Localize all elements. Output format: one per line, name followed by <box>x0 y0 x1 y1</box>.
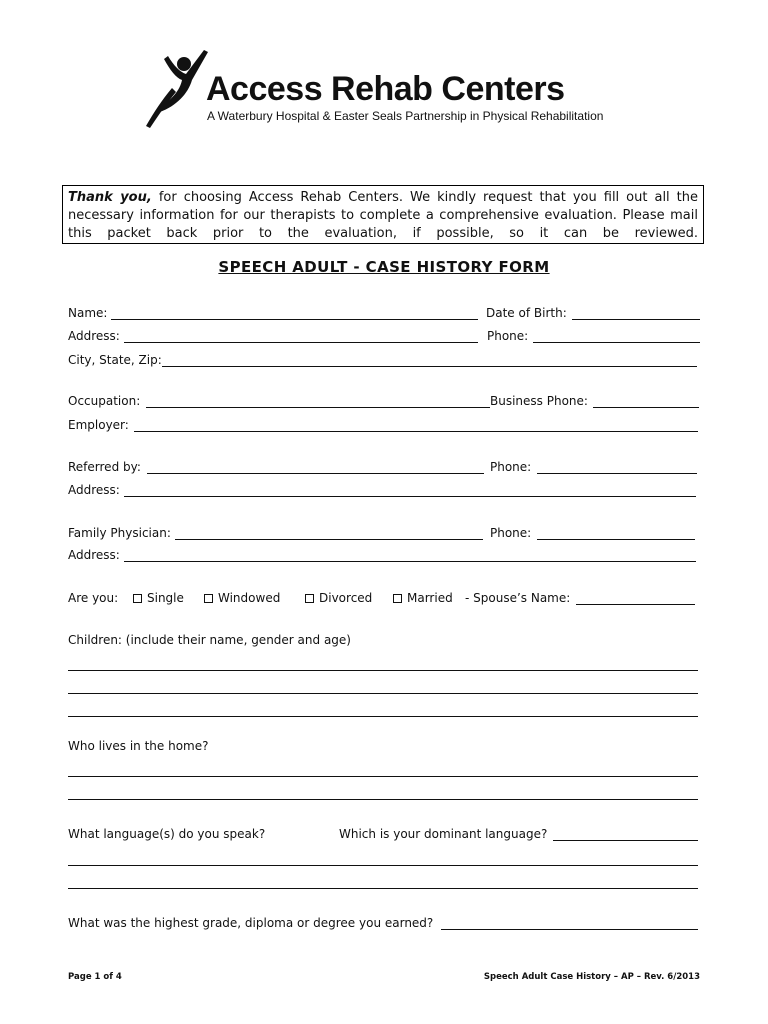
children-line-2[interactable] <box>68 693 698 694</box>
physician-address-field[interactable] <box>124 561 696 562</box>
single-option[interactable]: Single <box>133 591 184 605</box>
widowed-checkbox[interactable] <box>204 594 213 603</box>
referrer-address-field[interactable] <box>124 496 696 497</box>
org-tagline: A Waterbury Hospital & Easter Seals Partnership in Physical Rehabilitation <box>207 109 604 123</box>
address-label: Address: <box>68 329 120 343</box>
referrer-phone-label: Phone: <box>490 460 532 474</box>
physician-phone-field[interactable] <box>537 539 695 540</box>
occupation-field[interactable] <box>146 407 490 408</box>
page-number: Page 1 of 4 <box>68 972 122 982</box>
home-line-1[interactable] <box>68 776 698 777</box>
languages-line-1[interactable] <box>68 865 698 866</box>
referred-by-field[interactable] <box>147 473 484 474</box>
children-line-3[interactable] <box>68 716 698 717</box>
physician-phone-label: Phone: <box>490 526 532 540</box>
referred-by-label: Referred by: <box>68 460 141 474</box>
phone-label: Phone: <box>487 329 529 343</box>
single-checkbox[interactable] <box>133 594 142 603</box>
languages-line-2[interactable] <box>68 888 698 889</box>
intro-box <box>62 185 704 244</box>
intro-text <box>68 189 698 243</box>
dominant-language-label: Which is your dominant language? <box>339 827 548 841</box>
business-phone-field[interactable] <box>593 407 699 408</box>
phone-field[interactable] <box>533 342 700 343</box>
name-field[interactable] <box>111 319 478 320</box>
family-physician-field[interactable] <box>175 539 483 540</box>
referrer-address-label: Address: <box>68 483 120 497</box>
children-label: Children: (include their name, gender and age) <box>68 633 351 647</box>
education-label: What was the highest grade, diploma or degree you earned? <box>68 916 434 930</box>
divorced-checkbox[interactable] <box>305 594 314 603</box>
divorced-option[interactable]: Divorced <box>305 591 372 605</box>
city-field[interactable] <box>162 366 697 367</box>
city-label: City, State, Zip: <box>68 353 162 367</box>
home-line-2[interactable] <box>68 799 698 800</box>
intro-body: for choosing Access Rehab Centers. We kindly request that you fill out all the necessary information for our therapists to complete a comprehensive evaluation. Please mail this packet back prior to the evaluation, if possible, so it can be reviewed. <box>68 190 699 241</box>
business-phone-label: Business Phone: <box>490 394 588 408</box>
address-field[interactable] <box>124 342 478 343</box>
document-revision: Speech Adult Case History – AP – Rev. 6/2013 <box>483 972 700 982</box>
home-label: Who lives in the home? <box>68 739 209 753</box>
physician-address-label: Address: <box>68 548 120 562</box>
employer-field[interactable] <box>134 431 698 432</box>
married-checkbox[interactable] <box>393 594 402 603</box>
education-field[interactable] <box>441 929 698 930</box>
languages-label: What language(s) do you speak? <box>68 827 266 841</box>
dob-label: Date of Birth: <box>486 306 567 320</box>
employer-label: Employer: <box>68 418 129 432</box>
widowed-option[interactable]: Windowed <box>204 591 280 605</box>
org-name: Access Rehab Centers <box>206 70 565 108</box>
family-physician-label: Family Physician: <box>68 526 171 540</box>
intro-emphasis: Thank you, <box>68 190 152 205</box>
form-title: SPEECH ADULT - CASE HISTORY FORM <box>218 258 550 276</box>
children-line-1[interactable] <box>68 670 698 671</box>
dominant-language-field[interactable] <box>553 840 698 841</box>
dob-field[interactable] <box>572 319 700 320</box>
occupation-label: Occupation: <box>68 394 141 408</box>
married-option[interactable]: Married <box>393 591 453 605</box>
are-you-label: Are you: <box>68 591 119 605</box>
spouse-name-field[interactable] <box>576 604 695 605</box>
spouse-name-label: - Spouse’s Name: <box>465 591 571 605</box>
referrer-phone-field[interactable] <box>537 473 697 474</box>
name-label: Name: <box>68 306 108 320</box>
